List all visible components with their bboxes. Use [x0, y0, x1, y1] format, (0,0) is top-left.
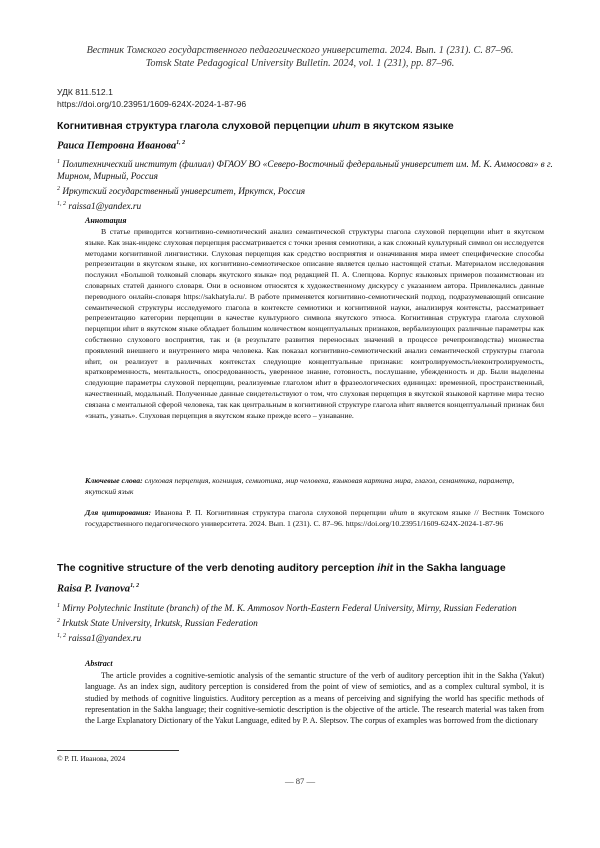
abstract-en-heading: Abstract [85, 659, 113, 668]
affiliation-ru-1 [57, 156, 557, 183]
affil-sup: 1, 2 [57, 633, 66, 640]
affil-sup: 1 [57, 159, 60, 165]
email-link[interactable]: raissa1@yandex.ru [66, 634, 142, 645]
affiliation-en-2 [57, 615, 557, 630]
title-ru-part: в якутском языке [360, 121, 454, 132]
affil-text: Политехнический институт (филиал) ФГАОУ ВО «Северо-Восточный федеральный университет им. М. К. Аммосова» в г. Мирном, Мирный, Россия [57, 160, 553, 183]
affil-sup: 1, 2 [57, 201, 66, 208]
affiliations-en [57, 600, 557, 645]
keywords-value: слуховая перцепция, когниция, семиотика, мир человека, языковая картина мира, глагол, семантика, параметр, якутский язык [85, 476, 515, 496]
author-ru-name: Раиса Петровна Иванова [57, 140, 177, 152]
keywords-label: Ключевые слова: [85, 476, 143, 485]
affil-text: Irkutsk State University, Irkutsk, Russian Federation [60, 619, 258, 630]
author-ru [57, 140, 185, 152]
affiliations-ru [57, 156, 557, 213]
affil-sup: 2 [57, 186, 60, 193]
title-en-verb: ihit [377, 563, 394, 574]
citation-verb: иһит [389, 508, 408, 517]
journal-header-en: Tomsk State Pedagogical University Bulletin. 2024, vol. 1 (231), pp. 87–96. [145, 58, 455, 69]
udk-code: УДК 811.512.1 [57, 87, 113, 97]
journal-header-ru: Вестник Томского государственного педагогического университета. 2024. Вып. 1 (231). С. 87–96. [86, 45, 514, 56]
author-en [57, 583, 139, 595]
affil-sup: 1 [57, 603, 60, 609]
affiliation-ru-2 [57, 183, 557, 198]
footnote-rule [57, 750, 179, 751]
keywords-ru [85, 476, 544, 498]
title-en-part: in the Sakha language [393, 563, 506, 574]
citation-text: Иванова Р. П. Когнитивная структура глагола слуховой перцепции [151, 508, 390, 517]
abstract-ru-heading: Аннотация [85, 216, 127, 225]
citation-ru [85, 508, 544, 530]
email-link[interactable]: raissa1@yandex.ru [66, 202, 142, 213]
title-en [57, 562, 557, 575]
copyright: © Р. П. Иванова, 2024 [57, 754, 126, 763]
email-ru [57, 198, 557, 213]
udk-block [57, 86, 246, 110]
journal-header [40, 44, 560, 70]
affil-sup: 2 [57, 618, 60, 625]
affiliation-en-1 [57, 600, 557, 615]
email-en [57, 630, 557, 645]
page-number: — 87 — [284, 776, 316, 786]
affil-text: Mirny Polytechnic Institute (branch) of the M. K. Ammosov North-Eastern Federal University, Mirny, Russian Federation [60, 604, 517, 615]
doi-link[interactable]: https://doi.org/10.23951/1609-624X-2024-1-87-96 [57, 99, 247, 109]
author-ru-sup: 1, 2 [176, 140, 186, 146]
title-ru-part: Когнитивная структура глагола слуховой перцепции [57, 121, 333, 132]
title-ru [57, 120, 557, 133]
author-en-name: Raisa P. Ivanova [57, 583, 131, 595]
title-ru-verb: иһит [332, 121, 361, 132]
title-en-part: The cognitive structure of the verb denoting auditory perception [57, 563, 378, 574]
citation-label: Для цитирования: [85, 508, 152, 517]
affil-text: Иркутский государственный университет, Иркутск, Россия [60, 187, 306, 198]
author-en-sup: 1, 2 [130, 583, 140, 589]
citation-text: в якутском языке // Вестник Томского государственного педагогического университета. 2024. Вып. 1 (231). С. 87–96. https://doi.org/10.23951/1609-624X-2024-1-87-96 [85, 508, 544, 528]
abstract-en-text: The article provides a cognitive-semiotic analysis of the semantic structure of the verb of auditory perception ihit in the Sakha (Yakut) language. As an index sign, auditory perception is considered from the point of view of semiotics, and as a complex cultural symbol, it is studied by methods of cognitive linguistics. Auditory perception as a means of perceiving and signifying the world has specific methods of representation in the Sakha language; their cognitive-semiotic description is the objective of the article. The research material was taken from the Large Explanatory Dictionary of the Yakut Language, edited by P. A. Sleptsov. The corpus of examples was borrowed from the dictionary [85, 671, 544, 726]
abstract-ru-text: В статье приводится когнитивно-семиотический анализ семантической структуры глагола слуховой перцепции иһит в якутском языке. Как знак-индекс слуховая перцепция рассматривается с точки зрения семиотики, а как сложный культурный символ он исследуется методами когнитивной лингвистики. Слуховая перцепция как средство восприятия и означивания мира имеет специфические способы репрезентации в якутском языке, их когнитивно-семиотическое описание является целью настоящей статьи. Материалом исследования послужил «Большой толковый словарь якутского языка» под редакцией П. А. Слепцова. Корпус языковых примеров позаимствован из словарных статей данного словаря. Они в основном относятся к художественному дискурсу с указанием автора. Привлекались данные переводного онлайн-словаря https://sakhatyla.ru/. В работе применяется когнитивно-семиотический подход, подразумевающий описание семантической структуры исследуемого глагола в контексте семиотики и когнитивной науки, анализируя контексты, рассматривает репрезентацию категории перцепции в качестве культурного символа якутского этноса. Когнитивная структура глагола слуховой перцепции иһит в якутском языке обладает большим количеством концептуальных признаков, вербализующих различные параметры как собственно слухового восприятия, так и (в результате развития переносных значений в процессе речепроизводства) множества проявлений внешнего и внутреннего мира человека. Как показал когнитивно-семиотический анализ семантической структуры глагола иһит, он реализует в различных контекстах следующие концептуальные признаки: контролируемость/неконтролируемость, кратковременность, ментальность, опосредованность, уверенное знание, готовность, послушание, убежденность и др. Были выделены следующие параметры слуховой перцепции, реализуемые глаголом иһит в фразеологических единицах: временной, пространственный, качественный, модальный. Полученные данные свидетельствуют о том, что слуховая перцепция в якутской языковой картине мира тесно связана с ментальной сферой человека, так как центральным в когнитивной структуре глагола иһит является концептуальный признак бил «знать, узнать». Слуховая перцепция в якутском языке прежде всего – узнавание. [85, 227, 544, 420]
